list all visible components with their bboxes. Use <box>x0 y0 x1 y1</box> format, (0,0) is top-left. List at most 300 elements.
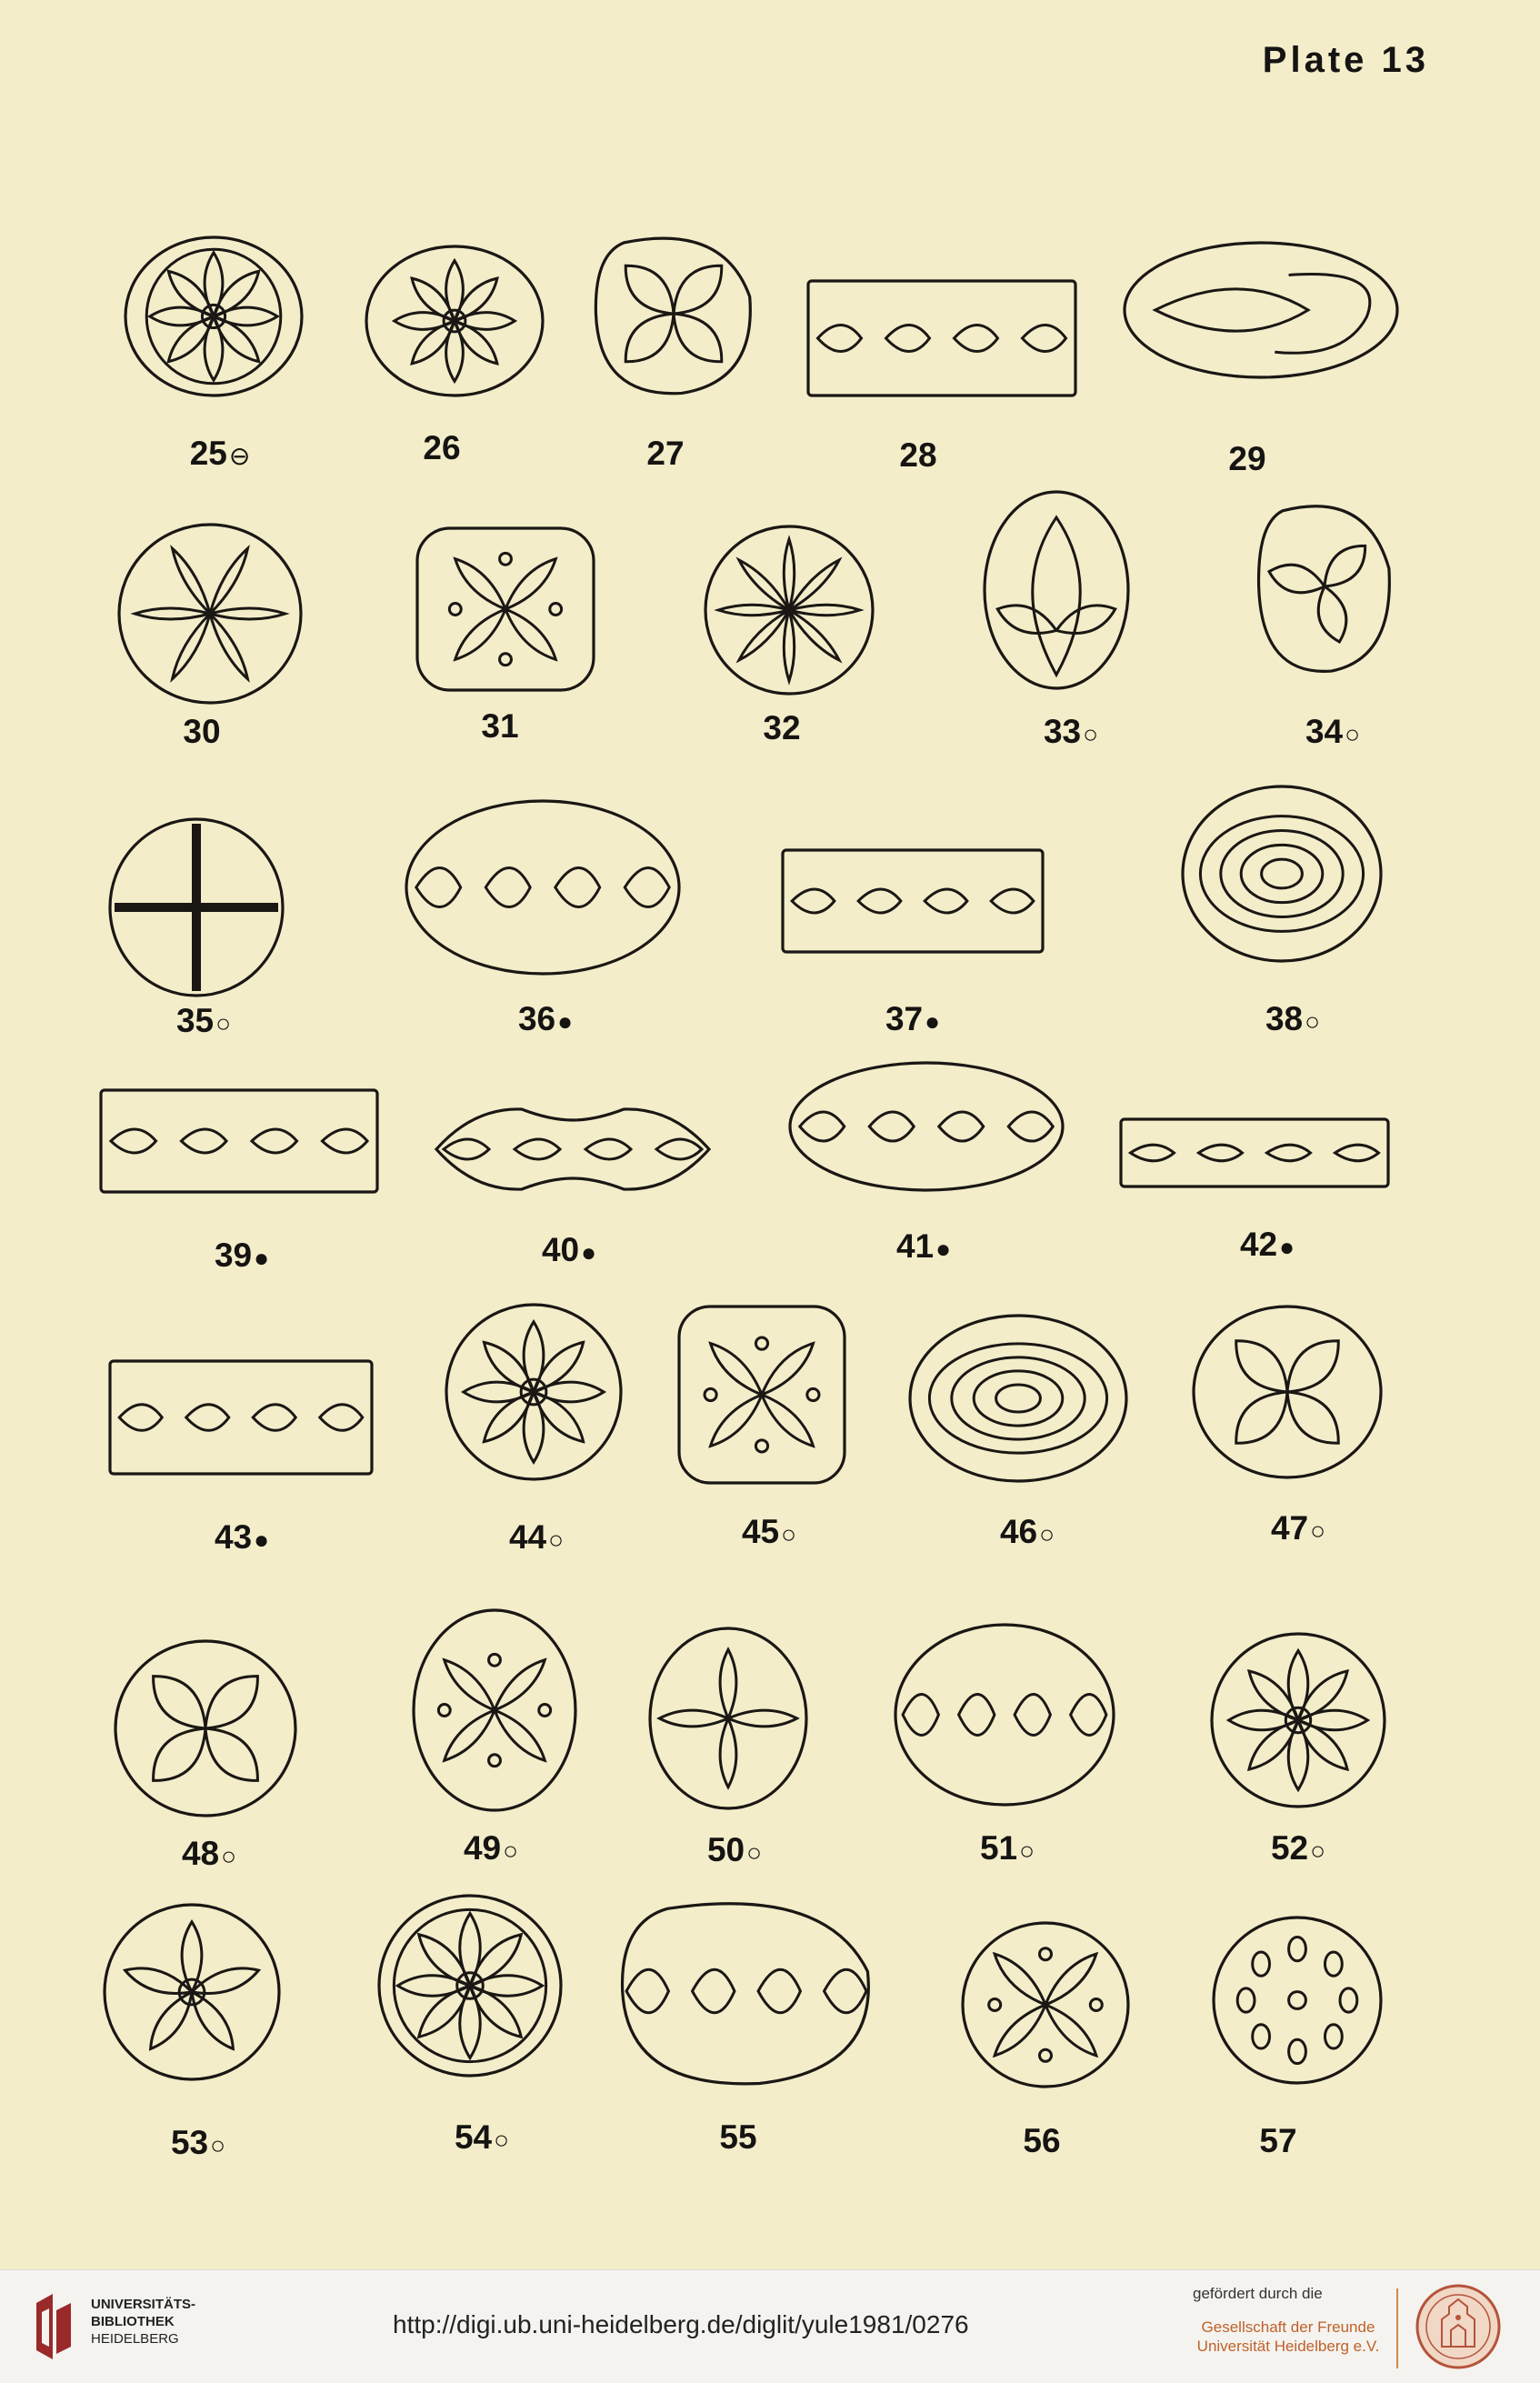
seal-number: 31 <box>481 707 519 745</box>
seal-number-label <box>980 1829 1035 1867</box>
seal-number-label <box>1228 440 1265 478</box>
band-element <box>485 867 530 906</box>
seal-material-mark: ○ <box>210 2131 226 2159</box>
seal-number: 55 <box>719 2118 757 2156</box>
seal-drawing-32 <box>703 524 875 696</box>
seal-material-mark: ⊖ <box>228 442 251 470</box>
leaf-petal <box>995 1954 1045 2005</box>
seal-29 <box>1122 240 1400 380</box>
lobe <box>625 314 674 362</box>
leaf-petal <box>711 1395 762 1446</box>
footer-bar <box>0 2269 1540 2383</box>
seal-number: 43 <box>214 1518 253 1556</box>
seal-drawing-53 <box>102 1902 282 2082</box>
seal-28 <box>805 278 1078 398</box>
seal-drawing-56 <box>960 1920 1131 2089</box>
sponsor-line-2: Universität Heidelberg e.V. <box>1196 2338 1380 2355</box>
seal-drawing-25 <box>123 235 305 398</box>
seal-32 <box>703 524 875 696</box>
bud-leaf <box>997 606 1056 634</box>
seal-drawing-55 <box>615 1893 878 2089</box>
lobe <box>154 1728 205 1780</box>
band-element <box>792 889 835 913</box>
lobe <box>205 1677 257 1728</box>
seal-number-label <box>1271 1509 1325 1547</box>
seal-outline <box>1125 243 1397 377</box>
lobe <box>674 314 722 362</box>
drill-dot <box>755 1440 767 1452</box>
seal-material-mark: ○ <box>1345 720 1361 748</box>
library-name-line-1: UNIVERSITÄTS- <box>91 2297 196 2312</box>
band-element <box>800 1112 845 1141</box>
leaf-petal <box>762 1395 813 1446</box>
seal-drawing-38 <box>1180 784 1384 964</box>
seal-number: 46 <box>999 1513 1038 1550</box>
leaf-petal <box>762 1344 813 1395</box>
seal-material-mark: ○ <box>548 1526 565 1554</box>
band-element <box>322 1129 367 1153</box>
seal-number: 54 <box>454 2118 493 2156</box>
seal-material-mark: ○ <box>494 2126 510 2154</box>
lobe <box>1287 1392 1338 1443</box>
center-dot <box>1289 1992 1306 2009</box>
seal-number: 56 <box>1023 2122 1061 2159</box>
drill-dot <box>1039 2049 1051 2061</box>
band-element <box>626 1969 668 2013</box>
seal-material-mark: ● <box>935 1235 952 1263</box>
seal-number: 44 <box>508 1518 547 1556</box>
lobe <box>154 1677 205 1728</box>
drill-dot <box>438 1705 450 1717</box>
band-element <box>869 1112 914 1141</box>
seal-material-mark: ○ <box>1019 1837 1035 1865</box>
seal-26 <box>364 244 545 398</box>
drill-dot <box>500 654 512 666</box>
band-element <box>625 867 669 906</box>
university-seal-emblem <box>1415 2283 1502 2370</box>
seal-material-mark: ● <box>1279 1233 1295 1261</box>
band-element <box>656 1139 702 1159</box>
drill-dot <box>807 1388 819 1400</box>
hook <box>1275 275 1370 354</box>
seal-number: 34 <box>1305 713 1344 750</box>
seal-outline <box>406 801 679 974</box>
drill-dot <box>755 1337 767 1349</box>
seal-material-mark: ○ <box>781 1520 797 1548</box>
seal-number-label <box>896 1227 951 1266</box>
seal-number: 41 <box>895 1227 935 1265</box>
seal-54 <box>376 1893 564 2078</box>
seal-42 <box>1118 1116 1391 1189</box>
seal-number: 26 <box>423 429 461 466</box>
seal-drawing-28 <box>805 278 1078 398</box>
seal-number-label <box>423 429 460 467</box>
drill-dot <box>1039 1948 1051 1960</box>
ray <box>718 605 789 615</box>
seal-number-label <box>1240 1226 1295 1264</box>
leaf-petal <box>711 1344 762 1395</box>
seal-drawing-30 <box>116 522 304 706</box>
seal-number-label <box>646 435 684 473</box>
seal-drawing-54 <box>376 1893 564 2078</box>
seal-drawing-39 <box>98 1087 380 1195</box>
seal-number-label <box>176 1002 231 1040</box>
ring <box>929 1344 1106 1453</box>
seal-drawing-57 <box>1211 1915 1384 2086</box>
leaf-petal <box>445 1710 495 1760</box>
ray <box>135 608 210 619</box>
ray <box>173 548 210 614</box>
drill-dot <box>500 553 512 565</box>
seal-number-label <box>742 1513 796 1551</box>
band-element <box>818 325 862 351</box>
sponsor-name <box>1193 2318 1384 2356</box>
petal <box>192 1968 258 1994</box>
seal-56 <box>960 1920 1131 2089</box>
band-element <box>252 1129 297 1153</box>
seal-number: 27 <box>646 435 685 472</box>
oval-dot <box>1289 1937 1306 1960</box>
seal-52 <box>1209 1631 1387 1809</box>
band-element <box>1131 1145 1175 1161</box>
seal-outline <box>783 850 1043 952</box>
seal-drawing-52 <box>1209 1631 1387 1809</box>
seal-number: 53 <box>170 2124 209 2161</box>
leaf-petal <box>720 1718 736 1787</box>
seal-material-mark: ○ <box>221 1842 237 1870</box>
lobe <box>1318 586 1346 642</box>
leaf-petal <box>495 1660 545 1710</box>
seal-drawing-27 <box>591 229 756 398</box>
lobe <box>1325 546 1365 586</box>
seal-drawing-40 <box>431 1104 715 1195</box>
seal-drawing-42 <box>1118 1116 1391 1189</box>
seal-number: 47 <box>1270 1509 1309 1547</box>
leaf-petal <box>455 609 505 659</box>
seal-number: 49 <box>463 1829 502 1867</box>
seal-material-mark: ● <box>581 1238 597 1267</box>
leaf-petal <box>720 1649 736 1718</box>
drill-dot <box>489 1654 501 1666</box>
seal-drawing-37 <box>780 847 1045 955</box>
seal-drawing-47 <box>1191 1304 1384 1480</box>
band-element <box>181 1129 226 1153</box>
seal-number-label <box>481 707 518 746</box>
seal-outline <box>436 1109 709 1189</box>
seal-drawing-44 <box>444 1302 624 1482</box>
band-element <box>1015 1695 1050 1736</box>
seal-51 <box>893 1622 1116 1807</box>
seal-number-label <box>1259 2122 1296 2160</box>
leaf-petal <box>1045 1954 1096 2005</box>
seal-number-label <box>1265 1000 1320 1038</box>
library-name-line-2: BIBLIOTHEK <box>91 2314 175 2329</box>
lobe <box>1236 1341 1287 1392</box>
seal-outline <box>110 1361 372 1474</box>
band-element <box>253 1405 295 1431</box>
band-element <box>959 1695 995 1736</box>
band-element <box>186 1405 229 1431</box>
seal-number: 30 <box>183 713 221 750</box>
band-element <box>1199 1145 1243 1161</box>
seal-number-label <box>171 2124 225 2162</box>
leaf-petal <box>445 1660 495 1710</box>
seal-number: 40 <box>541 1231 580 1268</box>
leaf <box>1155 289 1308 331</box>
seal-material-mark: ○ <box>1305 1007 1321 1036</box>
seal-number: 48 <box>181 1835 220 1872</box>
oval-dot <box>1237 1988 1255 2012</box>
seal-number: 45 <box>741 1513 780 1550</box>
seal-number-label <box>182 1835 236 1873</box>
seal-drawing-43 <box>107 1358 375 1477</box>
band-element <box>585 1139 631 1159</box>
oval-dot <box>1340 1988 1357 2012</box>
seal-drawing-35 <box>107 816 285 998</box>
seal-number-label <box>542 1231 596 1269</box>
seal-drawing-34 <box>1255 496 1395 676</box>
drill-dot <box>989 1998 1001 2010</box>
seal-number: 51 <box>979 1829 1018 1867</box>
band-element <box>991 889 1034 913</box>
library-name-line-3: HEIDELBERG <box>91 2331 179 2347</box>
seal-number: 50 <box>706 1831 745 1868</box>
seal-44 <box>444 1302 624 1482</box>
leaf-petal <box>1045 2005 1096 2056</box>
seal-33 <box>982 489 1131 691</box>
seal-drawing-50 <box>647 1626 809 1811</box>
seal-number-label <box>885 1000 940 1038</box>
band-element <box>416 867 461 906</box>
oval-dot <box>1325 1952 1342 1976</box>
seal-number-label <box>719 2118 756 2157</box>
seal-number-label <box>464 1829 518 1867</box>
band-element <box>858 889 901 913</box>
lobe <box>1269 565 1325 593</box>
ray <box>210 548 247 614</box>
leaf-petal <box>495 1710 545 1760</box>
drill-dot <box>449 604 461 616</box>
ray <box>784 539 794 610</box>
seal-material-mark: ○ <box>1039 1520 1055 1548</box>
band-element <box>825 1969 866 2013</box>
seal-38 <box>1180 784 1384 964</box>
ring <box>952 1357 1085 1439</box>
seal-number: 25 <box>189 435 227 472</box>
seal-outline <box>1121 1119 1388 1186</box>
seal-47 <box>1191 1304 1384 1480</box>
cross-bars <box>115 824 278 991</box>
leaf-petal <box>995 2005 1045 2056</box>
band-element <box>320 1405 363 1431</box>
band-element <box>555 867 600 906</box>
seal-53 <box>102 1902 282 2082</box>
seal-57 <box>1211 1915 1384 2086</box>
seal-number: 37 <box>885 1000 924 1037</box>
seal-drawing-36 <box>404 798 682 976</box>
seal-outline <box>910 1316 1126 1481</box>
seal-number: 29 <box>1228 440 1266 477</box>
drill-dot <box>1090 1998 1102 2010</box>
petal <box>151 1992 192 2048</box>
seal-drawing-29 <box>1122 240 1400 380</box>
drill-dot <box>550 604 562 616</box>
oval-dot <box>1289 2039 1306 2063</box>
seal-30 <box>116 522 304 706</box>
lobe <box>205 1728 257 1780</box>
ray <box>789 610 839 660</box>
seal-material-mark: ○ <box>503 1837 519 1865</box>
seal-50 <box>647 1626 809 1811</box>
seal-49 <box>411 1607 578 1813</box>
ring <box>974 1371 1063 1426</box>
seal-48 <box>113 1638 298 1818</box>
band-element <box>515 1139 560 1159</box>
ring <box>1221 830 1343 916</box>
band-element <box>1335 1145 1379 1161</box>
seal-number-label <box>1000 1513 1055 1551</box>
seal-43 <box>107 1358 375 1477</box>
seal-number-label <box>215 1518 269 1557</box>
seal-drawing-45 <box>676 1304 847 1486</box>
seal-number: 57 <box>1259 2122 1297 2159</box>
seal-outline <box>895 1625 1114 1805</box>
oval-dot <box>1253 1952 1270 1976</box>
leaf-petal <box>505 609 555 659</box>
seal-number-label <box>899 436 936 475</box>
band-element <box>925 889 967 913</box>
seal-55 <box>615 1893 878 2089</box>
band-element <box>111 1129 156 1153</box>
seal-number: 42 <box>1239 1226 1278 1263</box>
band-element <box>939 1112 984 1141</box>
seal-outline <box>623 1904 869 2084</box>
lobe <box>1236 1392 1287 1443</box>
seal-number-label <box>1271 1829 1325 1867</box>
seal-41 <box>787 1060 1065 1193</box>
ray <box>173 614 210 679</box>
seal-drawing-48 <box>113 1638 298 1818</box>
seal-34 <box>1255 496 1395 676</box>
drill-dot <box>539 1705 551 1717</box>
band-element <box>444 1139 489 1159</box>
band-element <box>903 1695 938 1736</box>
seal-number: 52 <box>1270 1829 1309 1867</box>
bud-body <box>1033 517 1080 675</box>
seal-number: 33 <box>1043 713 1082 750</box>
seal-outline <box>808 281 1075 395</box>
seal-number-label <box>763 709 800 747</box>
seal-46 <box>907 1313 1129 1484</box>
seal-number: 39 <box>214 1237 253 1274</box>
seal-number: 38 <box>1265 1000 1304 1037</box>
leaf-petal <box>505 559 555 609</box>
bud-leaf <box>1056 606 1115 634</box>
band-element <box>1071 1695 1106 1736</box>
lobe <box>1287 1341 1338 1392</box>
seal-number-label <box>518 1000 573 1038</box>
ray <box>210 614 247 679</box>
sponsor-intro: gefördert durch die <box>1193 2285 1323 2302</box>
seal-40 <box>431 1104 715 1195</box>
seal-drawing-31 <box>415 526 596 693</box>
seal-number-label <box>183 713 220 751</box>
ray <box>210 608 285 619</box>
ray <box>789 560 839 610</box>
seal-drawing-51 <box>893 1622 1116 1807</box>
band-element <box>886 325 930 351</box>
seal-27 <box>591 229 756 398</box>
seal-material-mark: ● <box>254 1526 270 1554</box>
ray <box>789 605 860 615</box>
seal-35 <box>107 816 285 998</box>
university-library-logo <box>31 2290 76 2363</box>
ray <box>784 610 794 681</box>
lobe <box>674 265 722 314</box>
band-element <box>119 1405 162 1431</box>
seal-material-mark: ○ <box>746 1838 763 1867</box>
sponsor-line-1: Gesellschaft der Freunde <box>1201 2318 1375 2336</box>
seal-material-mark: ○ <box>1083 720 1099 748</box>
leaf-petal <box>659 1710 728 1727</box>
seal-material-mark: ● <box>925 1007 941 1036</box>
seal-drawing-46 <box>907 1313 1129 1484</box>
seal-number-label <box>1305 713 1360 751</box>
ring <box>1262 859 1303 888</box>
seal-number-label <box>190 435 251 473</box>
library-name <box>91 2296 195 2348</box>
seal-number-label <box>1044 713 1098 751</box>
lobe <box>625 265 674 314</box>
seal-material-mark: ● <box>557 1007 574 1036</box>
oval-dot <box>1325 2025 1342 2048</box>
band-element <box>955 325 998 351</box>
band-element <box>1267 1145 1311 1161</box>
seal-37 <box>780 847 1045 955</box>
seal-number: 36 <box>517 1000 556 1037</box>
drill-dot <box>705 1388 716 1400</box>
seal-number: 28 <box>899 436 937 474</box>
seal-39 <box>98 1087 380 1195</box>
drill-dot <box>489 1755 501 1767</box>
seal-45 <box>676 1304 847 1486</box>
band-element <box>1008 1112 1053 1141</box>
seal-number-label <box>707 1831 762 1869</box>
leaf-petal <box>455 559 505 609</box>
ring <box>1200 816 1363 932</box>
band-element <box>693 1969 735 2013</box>
seal-outline <box>101 1090 377 1192</box>
seal-25 <box>123 235 305 398</box>
leaf-petal <box>728 1710 797 1727</box>
seal-number-label <box>509 1518 564 1557</box>
seal-number-label <box>215 1237 269 1275</box>
seal-drawing-26 <box>364 244 545 398</box>
band-element <box>1023 325 1066 351</box>
seal-number-label <box>455 2118 509 2157</box>
seal-material-mark: ○ <box>215 1009 232 1037</box>
seal-number-label <box>1023 2122 1060 2160</box>
seal-number: 35 <box>175 1002 215 1039</box>
petal <box>192 1992 233 2048</box>
seal-material-mark: ● <box>254 1244 270 1272</box>
seal-36 <box>404 798 682 976</box>
ring <box>996 1385 1041 1412</box>
permalink-url[interactable]: http://digi.ub.uni-heidelberg.de/diglit/yule1981/0276 <box>393 2310 969 2338</box>
seal-drawing-33 <box>982 489 1131 691</box>
seal-drawing-49 <box>411 1607 578 1813</box>
oval-dot <box>1253 2025 1270 2048</box>
